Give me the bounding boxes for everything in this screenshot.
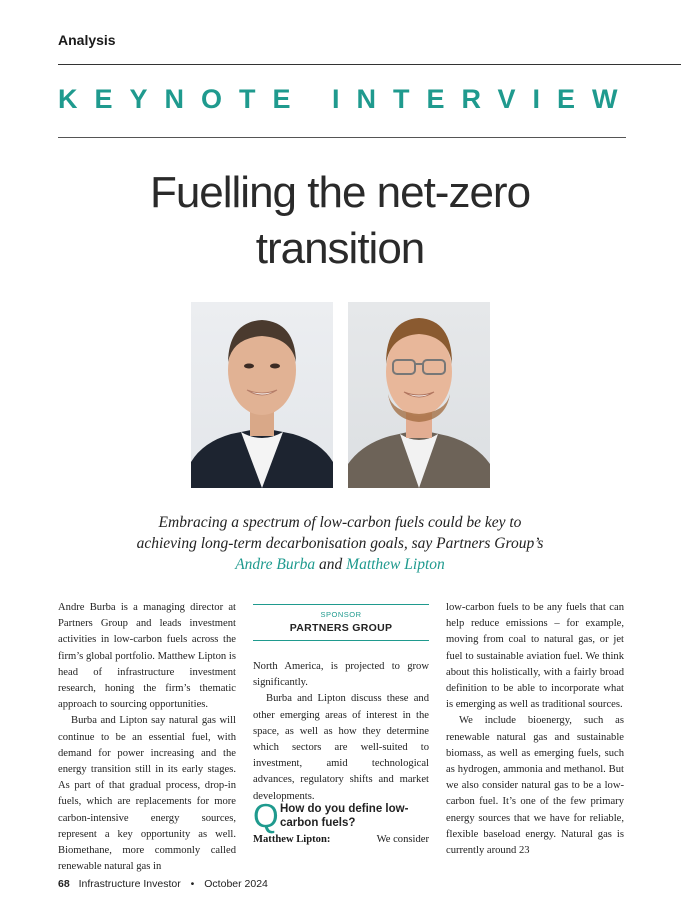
portrait-andre-burba <box>191 302 333 488</box>
standfirst-line-1: Embracing a spectrum of low-carbon fuels could be key to <box>158 514 522 531</box>
headline-line-2: transition <box>255 224 425 273</box>
paragraph: Burba and Lipton discuss these and other emerging areas of interest in the space, as well as how they determine which sectors are well-suited to investment, amid technological advances, regulatory shifts and market developments. <box>253 693 429 802</box>
headline-line-1: Fuelling the net-zero <box>149 168 531 217</box>
section-label: Analysis <box>58 32 116 48</box>
page-number: 68 <box>58 878 70 890</box>
speaker-name: Matthew Lipton: <box>253 834 331 845</box>
sponsor-name: PARTNERS GROUP <box>289 622 393 634</box>
name-matthew-lipton: Matthew Lipton <box>346 556 445 573</box>
publication-name: Infrastructure Investor <box>78 878 181 890</box>
sponsor-label: SPONSOR <box>320 610 362 619</box>
paragraph: We include bioenergy, such as renewable natural gas and sustainable biomass, as well as emerging fuels, such as hydrogen, ammonia and methanol. But we also consider natural gas to be a low-carbon fuel. It’s one of the few primary energy sources that we have for reliable, flexible baseload energy. Natural gas is currently around 23 <box>446 715 624 857</box>
paragraph: Burba and Lipton say natural gas will continue to be an essential fuel, with demand for power increasing and the energy transition still in its early stages. As part of that gradual process, drop-in fuels, which are replacements for more carbon-intensive energy sources, represent a key opportunity as well. Biomethane, more commonly called renewable natural gas in <box>58 715 236 873</box>
body-column-1 <box>58 600 236 875</box>
issue-date: October 2024 <box>204 878 268 890</box>
standfirst-line-2: achieving long-term decarbonisation goals, say Partners Group’s <box>136 535 544 552</box>
footer-separator: • <box>190 878 195 890</box>
sponsor-box <box>253 604 429 641</box>
headline <box>40 165 640 277</box>
portrait-andre-burba-image <box>191 302 333 488</box>
paragraph: Andre Burba is a managing director at Partners Group and leads investment activities in low-carbon fuels across the firm’s global portfolio. Matthew Lipton is head of infrastructure investment research, honing the firm’s thematic approach to sourcing opportunities. <box>58 602 236 711</box>
body-column-3 <box>446 600 624 859</box>
paragraph: North America, is projected to grow significantly. <box>253 661 429 689</box>
name-andre-burba: Andre Burba <box>235 556 316 573</box>
portrait-matthew-lipton <box>348 302 490 488</box>
answer-start <box>253 832 429 848</box>
paragraph: low-carbon fuels to be any fuels that can help reduce emissions – for example, moving from coal to natural gas, or jet fuel to sustainable aviation fuel. We think about this holistically, with a fairly broad definition to be able to incorporate what is emerging as well as traditional sources. <box>446 602 624 711</box>
question-text: How do you define low-carbon fuels? <box>280 803 409 829</box>
portrait-matthew-lipton-image <box>348 302 490 488</box>
kicker-rule <box>58 137 626 138</box>
page-footer <box>58 878 268 890</box>
header-rule <box>58 64 681 65</box>
kicker-title: KEYNOTE INTERVIEW <box>58 84 635 114</box>
standfirst <box>90 512 590 575</box>
answer-text: We consider <box>376 834 429 845</box>
body-column-2 <box>253 659 429 805</box>
standfirst-line-3 <box>90 554 590 575</box>
question-marker: Q <box>253 797 279 834</box>
conjunction: and <box>319 556 343 573</box>
